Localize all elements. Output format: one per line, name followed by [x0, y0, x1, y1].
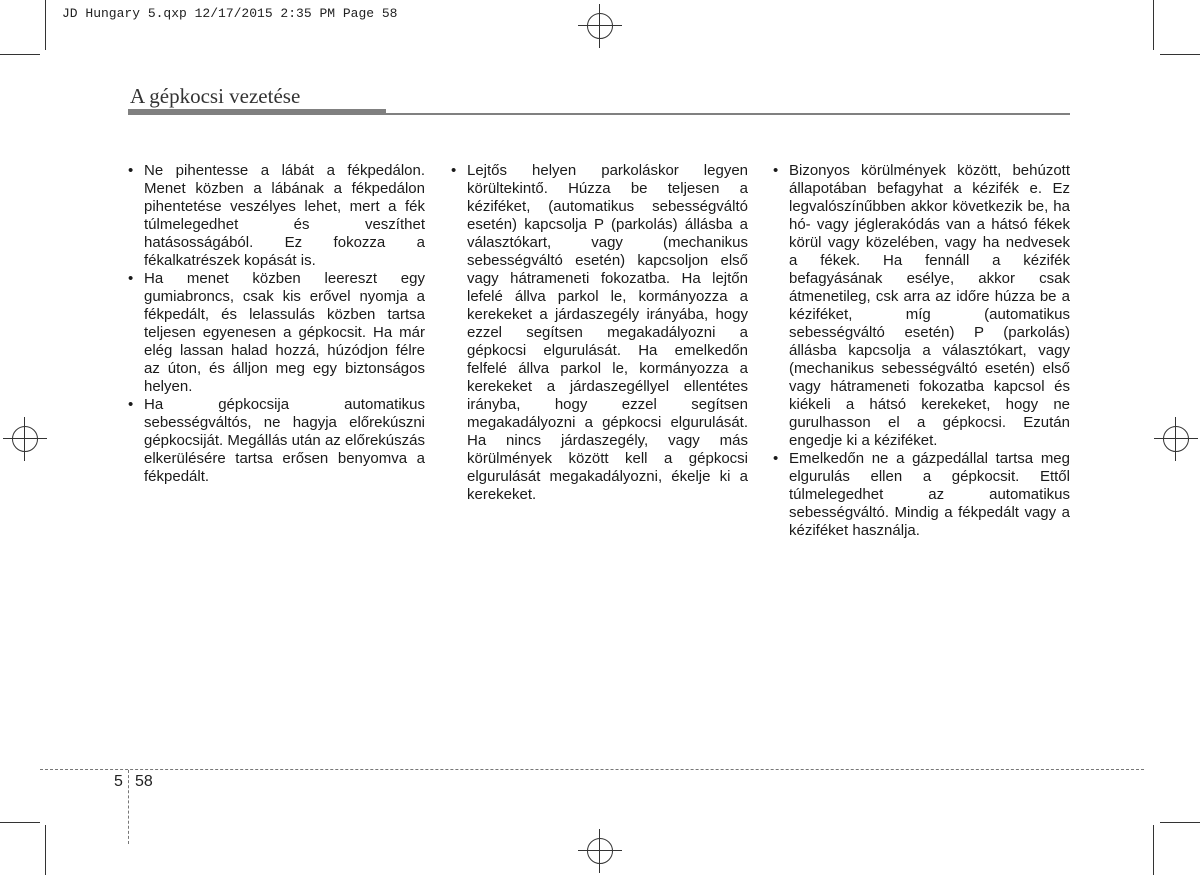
crop-mark [1160, 54, 1200, 55]
bullet-item: • Ha menet közben leereszt egy gumiabroncs, csak kis erővel nyomja a fékpedált, és lelassulás közben tartsa teljesen egyenesen a gépkocsit. Ha már elég lassan halad hozzá, húzódjon félre az úton, és álljon meg egy biztonságos helyen. [128, 270, 425, 396]
bullet-item: • Lejtős helyen parkoláskor legyen körültekintő. Húzza be teljesen a kéziféket, (automatikus sebességváltó esetén) kapcsolja P (parkolás) állásba a választókart, vagy (mechanikus sebességváltó esetén) kapcsoljon első vagy hátrameneti fokozatba. Ha lejtőn lefelé állva parkol le, kormányozza a kerekeket a járdaszegély irányába, hogy ezzel segítsen megakadályozni a gépkocsi elgurulását. Ha emelkedőn felfelé állva parkol le, kormányozza a kerekeket a járdaszegéllyel ellentétes irányba, hogy ezzel segítsen megakadályozni a gépkocsi elgurulását. Ha nincs járdaszegély, vagy más körülmények között kell a gépkocsi elgurulását megakadályozni, ékelje ki a kerekeket. [451, 162, 748, 504]
crop-mark [45, 0, 46, 50]
footer-divider [128, 770, 129, 844]
registration-mark-icon [1163, 426, 1189, 452]
crop-mark [45, 825, 46, 875]
text-column-1 [128, 162, 425, 486]
bullet-list [451, 162, 748, 504]
bullet-list [128, 162, 425, 486]
crop-mark [1160, 822, 1200, 823]
section-title: A gépkocsi vezetése [130, 84, 301, 108]
text-column-3 [773, 162, 1070, 540]
crop-mark [0, 822, 40, 823]
registration-mark-icon [587, 838, 613, 864]
crop-mark [1153, 0, 1154, 50]
page-number: 58 [135, 773, 153, 790]
bullet-item: • Emelkedőn ne a gázpedállal tartsa meg elgurulás ellen a gépkocsit. Ettől túlmelegedhet az automatikus sebességváltó. Mindig a fékpedált vagy a kéziféket használja. [773, 450, 1070, 540]
crop-mark [0, 54, 40, 55]
bullet-item: • Bizonyos körülmények között, behúzott állapotában befagyhat a kézifék e. Ez legvalószínűbben akkor következik be, ha hó- vagy jéglerakódás van a hátsó fékek körül vagy közelében, vagy ha nedvesek a fékek. Ha fennáll a kézifék befagyásának esélye, akkor csak átmenetileg, csk arra az időre húzza be a kéziféket, míg (automatikus sebességváltó esetén) P (parkolás) állásba kapcsolja a választókart, vagy (mechanikus sebességváltó esetén) első vagy hátrameneti fokozatba kapcsol és kiékeli a hátsó kerekeket, hogy ne gurulhasson el a gépkocsi. Ezután engedje ki a kéziféket. [773, 162, 1070, 450]
bullet-item: • Ha gépkocsija automatikus sebességváltós, ne hagyja előrekúszni gépkocsiját. Megállás után az előrekúszás elkerülésére tartsa erősen benyomva a fékpedált. [128, 396, 425, 486]
bullet-item: • Ne pihentesse a lábát a fékpedálon. Menet közben a lábának a fékpedálon pihentetése veszélyes lehet, mert a fék túlmelegedhet és veszíthet hatásosságából. Ez fokozza a fékalkatrészek kopását is. [128, 162, 425, 270]
chapter-number: 5 [114, 773, 123, 790]
print-slug: JD Hungary 5.qxp 12/17/2015 2:35 PM Page 58 [62, 6, 398, 21]
registration-mark-icon [587, 13, 613, 39]
text-column-2 [451, 162, 748, 504]
registration-mark-icon [12, 426, 38, 452]
header-rule-thin [386, 113, 1070, 115]
bullet-list [773, 162, 1070, 540]
footer-rule [40, 769, 1144, 770]
header-rule-thick [128, 109, 386, 115]
crop-mark [1153, 825, 1154, 875]
